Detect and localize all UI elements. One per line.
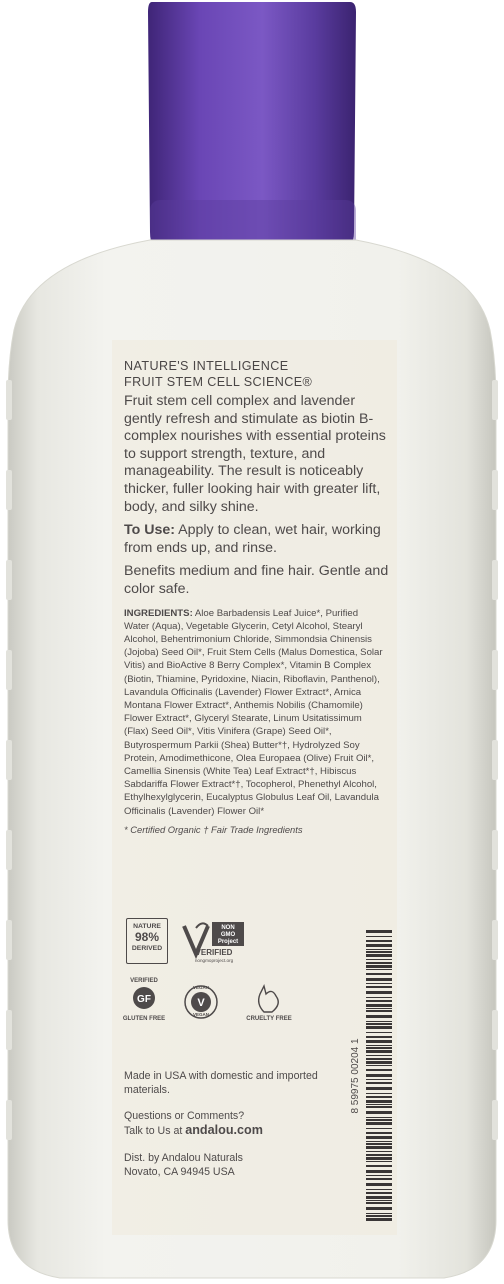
barcode-bar — [366, 1151, 392, 1152]
barcode-bar — [366, 1058, 392, 1060]
talk-line — [124, 1124, 324, 1139]
gf-badge-bottom: GLUTEN FREE — [122, 1016, 166, 1022]
footnote-text: * Certified Organic † Fair Trade Ingredients — [124, 823, 303, 835]
nongmo-line2: GMO — [220, 932, 236, 938]
nongmo-verified: VERIFIED — [195, 948, 233, 957]
barcode-bar — [366, 1036, 392, 1038]
gf-badge-mid: GF — [137, 994, 151, 1005]
barcode-bar — [366, 1196, 392, 1199]
barcode-bar — [366, 986, 392, 988]
barcode-bar — [366, 1047, 392, 1049]
barcode-bar — [366, 1117, 392, 1118]
ingredients-block — [124, 607, 384, 818]
barcode-bar — [366, 1175, 392, 1176]
barcode-bar — [366, 930, 392, 933]
nature-badge-line1: NATURE — [133, 923, 161, 930]
barcode-bar — [366, 1141, 392, 1142]
barcode-bar — [366, 954, 392, 957]
barcode-bar — [366, 1161, 392, 1162]
vegan-top: VEGAN — [192, 985, 210, 990]
barcode-bar — [366, 1157, 392, 1160]
website-link[interactable]: andalou.com — [185, 1122, 263, 1137]
to-use-instructions: Apply to clean, wet hair, working from ends up, and rinse. — [124, 522, 381, 556]
barcode-bar — [366, 1010, 392, 1012]
made-in-text: Made in USA with domestic and imported materials. — [124, 1070, 318, 1096]
barcode-bar — [366, 1122, 392, 1125]
barcode-bar — [366, 1069, 392, 1071]
nongmo-url: nongmoproject.org — [194, 958, 234, 963]
gf-badge-top: VERIFIED — [130, 978, 158, 984]
ingredients-list: Aloe Barbadensis Leaf Juice*, Purified Water (Aqua), Vegetable Glycerin, Cetyl Alcohol, Stearyl Alcohol, Behentrimonium Chloride, Simmondsia Chinensis (Jojoba) Seed Oil*, Fruit Stem Cells (Malus Domestica, Solar Vitis) and BioActive 8 Berry Complex*, Vitamin B Complex (Biotin, Thiamine, Pyridoxine, Niacin, Riboflavin, Panthenol), Lavandula Officinalis (Lavender) Flower Extract*, Arnica Montana Flower Extract*, Anthemis Nobilis (Chamomile) Flower Extract*, Glyceryl Stearate, Linum Usitatissimum (Flax) Seed Oil*, Vitis Vinifera (Grape) Seed Oil*, Butyrospermum Parkii (Shea) Butter*†, Hydrolyzed Soy Protein, Amodimethicone, Olea Europaea (Olive) Fruit Oil*, Camellia Sinensis (White Tea) Leaf Extract*†, Hibiscus Sabdariffa Flower Extract*†, Tocopherol, Phenethyl Alcohol, Ethylhexylglycerin, Eucalyptus Globulus Leaf Oil, Lavandula Officinalis (Lavender) Flower Oil* — [124, 607, 383, 817]
barcode-bar — [366, 1096, 392, 1098]
barcode-bar — [366, 991, 392, 994]
barcode-bar — [366, 1128, 392, 1129]
barcode-bar — [366, 1119, 392, 1121]
contact-block — [124, 1110, 324, 1138]
barcode-bar — [366, 1154, 392, 1156]
vegan-bottom: VEGAN — [192, 1012, 210, 1017]
barcode-bar — [366, 1202, 392, 1204]
distributor-line2: Novato, CA 94945 USA — [124, 1165, 235, 1178]
label-heading — [124, 358, 397, 390]
barcode-bar — [366, 1055, 392, 1056]
barcode-bar — [366, 962, 392, 964]
barcode-bar — [366, 1146, 392, 1149]
barcode-bar — [366, 1008, 392, 1009]
barcode-bar — [366, 1087, 392, 1090]
barcode-bar — [366, 983, 392, 984]
barcode-bar — [366, 1040, 392, 1043]
barcode-bar — [366, 1023, 392, 1025]
barcode-bar — [366, 1106, 392, 1108]
barcode-bar — [366, 1165, 392, 1167]
questions-line: Questions or Comments? — [124, 1110, 245, 1122]
barcode-bar — [366, 1218, 392, 1221]
barcode-bar — [366, 1045, 392, 1046]
barcode-bar — [366, 1136, 392, 1139]
barcode-bar — [366, 1192, 392, 1194]
distributor-line1: Dist. by Andalou Naturals — [124, 1152, 243, 1164]
non-gmo-badge — [178, 918, 248, 964]
barcode-bar — [366, 1143, 392, 1145]
barcode-bar — [366, 1170, 392, 1173]
barcode-bar — [366, 951, 392, 953]
heading-line-1: NATURE'S INTELLIGENCE — [124, 359, 289, 373]
barcode-digits: 8 59975 00204 1 — [350, 1038, 361, 1114]
vegan-mid: V — [197, 997, 205, 1009]
barcode — [352, 926, 394, 1226]
barcode-bar — [366, 1079, 392, 1080]
to-use-label: To Use: — [124, 522, 175, 539]
label-body — [124, 393, 389, 599]
nature-badge-line2: DERIVED — [131, 945, 163, 952]
distributor-block — [124, 1152, 324, 1179]
bunny-icon — [259, 986, 279, 1012]
description-text: Fruit stem cell complex and lavender gently refresh and stimulate as biotin B-complex nourishes with essential proteins to support strength, texture, and manageability. The result is noticeably thicker, fuller looking hair with greater lift, body, and silky shine. — [124, 393, 386, 515]
barcode-bar — [366, 1215, 392, 1217]
ingredients-label: INGREDIENTS: — [124, 607, 193, 619]
nature-derived-badge — [126, 918, 168, 964]
barcode-bar — [366, 1004, 392, 1007]
barcode-bar — [366, 1032, 392, 1033]
barcode-bar — [366, 1093, 392, 1094]
barcode-bar — [366, 959, 392, 960]
barcode-bar — [366, 1082, 392, 1084]
barcode-bar — [366, 949, 392, 950]
diet-badges — [122, 974, 386, 1034]
barcode-bar — [366, 1213, 392, 1214]
barcode-bar — [366, 969, 392, 970]
barcode-bar — [366, 1015, 392, 1018]
barcode-bar — [366, 1000, 392, 1002]
barcode-bar — [366, 1178, 392, 1180]
talk-prefix: Talk to Us at — [124, 1124, 186, 1137]
barcode-bar — [366, 978, 392, 981]
benefits-text: Benefits medium and fine hair. Gentle and color safe. — [124, 563, 389, 597]
barcode-bar — [366, 965, 392, 968]
barcode-bar — [366, 1061, 392, 1064]
heading-line-2: FRUIT STEM CELL SCIENCE® — [124, 375, 313, 389]
barcode-bar — [366, 1111, 392, 1114]
barcode-bar — [366, 1104, 392, 1105]
barcode-bar — [366, 1065, 392, 1066]
barcode-bar — [366, 944, 392, 947]
barcode-bar — [366, 1132, 392, 1134]
cruelty-free-text: CRUELTY FREE — [246, 1016, 292, 1022]
barcode-bar — [366, 1021, 392, 1022]
barcode-bar — [366, 997, 392, 998]
barcode-bar — [366, 973, 392, 975]
nature-badge-percent: 98% — [134, 930, 160, 944]
barcode-bar — [366, 1200, 392, 1201]
barcode-bar — [366, 1074, 392, 1077]
barcode-bar — [366, 1189, 392, 1190]
product-label — [112, 340, 397, 1235]
nongmo-line3: Project — [217, 939, 239, 945]
barcode-bar — [366, 1100, 392, 1103]
barcode-bar — [366, 1207, 392, 1210]
barcode-bar — [366, 1183, 392, 1186]
barcode-bar — [366, 940, 392, 942]
nongmo-line1: NON — [221, 925, 235, 931]
barcode-bar — [366, 1026, 392, 1029]
to-use-text — [124, 522, 389, 557]
barcode-bar — [366, 1050, 392, 1053]
barcode-bar — [366, 936, 392, 937]
